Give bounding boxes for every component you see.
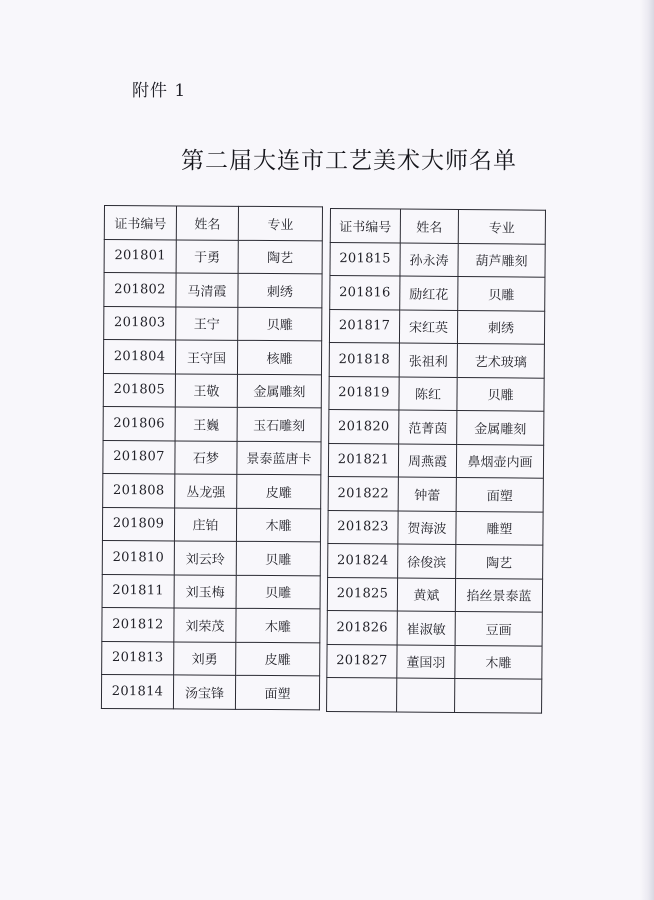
header-specialty: 专业 [238,206,322,240]
cert-no-cell: 201820 [329,409,399,443]
cert-no-cell: 201827 [327,644,397,678]
table-row [102,607,320,642]
name-cell: 徐俊滨 [398,544,456,578]
roster-table-left [101,205,323,710]
name-cell: 董国羽 [397,645,455,679]
header-cert-no: 证书编号 [330,209,400,243]
table-row [327,577,542,612]
table-row [329,376,544,411]
name-cell: 马清霞 [176,273,238,307]
name-cell: 贺海波 [398,511,456,545]
specialty-cell: 豆画 [455,611,542,645]
specialty-cell: 贝雕 [457,377,544,411]
header-name: 姓名 [400,209,458,243]
table-row [102,574,320,609]
specialty-cell: 木雕 [455,645,542,679]
specialty-cell: 刺绣 [238,273,322,307]
header-cert-no: 证书编号 [104,206,176,240]
table-header-row [104,206,322,241]
specialty-cell: 皮雕 [236,642,320,676]
specialty-cell: 景泰蓝唐卡 [237,441,321,475]
table-row [103,440,321,475]
cert-no-cell: 201824 [328,543,398,577]
specialty-cell: 木雕 [236,508,320,542]
header-specialty: 专业 [458,210,545,244]
cert-no-cell: 201816 [330,276,400,310]
specialty-cell: 木雕 [236,608,320,642]
cert-no-cell [327,677,397,711]
table-row [327,677,542,712]
specialty-cell [455,678,542,712]
table-row [101,674,319,709]
cert-no-cell: 201808 [103,473,175,507]
name-cell: 王守国 [175,340,237,374]
cert-no-cell: 201802 [104,273,176,307]
cert-no-cell: 201814 [101,674,173,708]
name-cell: 周燕霞 [398,444,456,478]
table-row [327,644,542,679]
cert-no-cell: 201817 [329,309,399,343]
specialty-cell: 面塑 [235,675,319,709]
cert-no-cell: 201812 [102,607,174,641]
name-cell: 崔淑敏 [397,611,455,645]
specialty-cell: 面塑 [456,478,543,512]
table-row [327,610,542,645]
name-cell: 刘荣茂 [174,608,236,642]
specialty-cell: 贝雕 [238,307,322,341]
cert-no-cell: 201807 [103,440,175,474]
name-cell: 范菁茵 [399,410,457,444]
name-cell: 刘云玲 [174,541,236,575]
cert-no-cell: 201826 [327,610,397,644]
table-header-row [330,209,545,244]
attachment-label: 附件 1 [132,81,187,101]
table-row [328,543,543,578]
specialty-cell: 刺绣 [457,310,544,344]
name-cell: 刘勇 [174,641,236,675]
name-cell [397,678,455,712]
table-row [103,340,321,375]
cert-no-cell: 201823 [328,510,398,544]
specialty-cell: 葫芦雕刻 [458,243,545,277]
name-cell: 励红花 [400,276,458,310]
name-cell: 孙永涛 [400,243,458,277]
cert-no-cell: 201818 [329,342,399,376]
cert-no-cell: 201821 [328,443,398,477]
specialty-cell: 贝雕 [458,277,545,311]
name-cell: 刘玉梅 [174,574,236,608]
specialty-cell: 鼻烟壶内画 [456,444,543,478]
cert-no-cell: 201819 [329,376,399,410]
specialty-cell: 核雕 [237,340,321,374]
table-row [104,273,322,308]
table-row [329,409,544,444]
specialty-cell: 陶艺 [238,240,322,274]
roster-table-right [326,208,546,713]
specialty-cell: 贝雕 [236,541,320,575]
name-cell: 宋红英 [399,310,457,344]
table-row [103,373,321,408]
name-cell: 庄铂 [174,507,236,541]
table-row [103,473,321,508]
name-cell: 汤宝锋 [173,675,235,709]
cert-no-cell: 201804 [103,340,175,374]
scan-edge-shadow [640,0,654,900]
name-cell: 王宁 [176,306,238,340]
cert-no-cell: 201811 [102,574,174,608]
document-title: 第二届大连市工艺美术大师名单 [181,148,517,174]
name-cell: 丛龙强 [175,474,237,508]
table-row [104,306,322,341]
table-row [329,309,544,344]
specialty-cell: 贝雕 [236,575,320,609]
name-cell: 王敬 [175,373,237,407]
specialty-cell: 雕塑 [456,511,543,545]
name-cell: 黄斌 [397,578,455,612]
cert-no-cell: 201803 [104,306,176,340]
table-row [102,641,320,676]
cert-no-cell: 201809 [102,507,174,541]
specialty-cell: 金属雕刻 [457,411,544,445]
specialty-cell: 皮雕 [237,474,321,508]
table-row [328,510,543,545]
name-cell: 于勇 [176,239,238,273]
table-row [328,443,543,478]
name-cell: 钟蕾 [398,477,456,511]
cert-no-cell: 201822 [328,476,398,510]
cert-no-cell: 201806 [103,406,175,440]
cert-no-cell: 201815 [330,242,400,276]
table-row [329,342,544,377]
name-cell: 张祖利 [399,343,457,377]
table-row [103,406,321,441]
cert-no-cell: 201825 [327,577,397,611]
cert-no-cell: 201801 [104,239,176,273]
name-cell: 王巍 [175,407,237,441]
cert-no-cell: 201813 [102,641,174,675]
name-cell: 石梦 [175,440,237,474]
table-row [328,476,543,511]
cert-no-cell: 201805 [103,373,175,407]
specialty-cell: 陶艺 [456,544,543,578]
table-row [330,276,545,311]
name-cell: 陈红 [399,377,457,411]
specialty-cell: 掐丝景泰蓝 [455,578,542,612]
table-row [104,239,322,274]
specialty-cell: 艺术玻璃 [457,344,544,378]
header-name: 姓名 [176,206,238,240]
specialty-cell: 玉石雕刻 [237,407,321,441]
table-row [102,540,320,575]
specialty-cell: 金属雕刻 [237,374,321,408]
cert-no-cell: 201810 [102,540,174,574]
table-row [102,507,320,542]
table-row [330,242,545,277]
